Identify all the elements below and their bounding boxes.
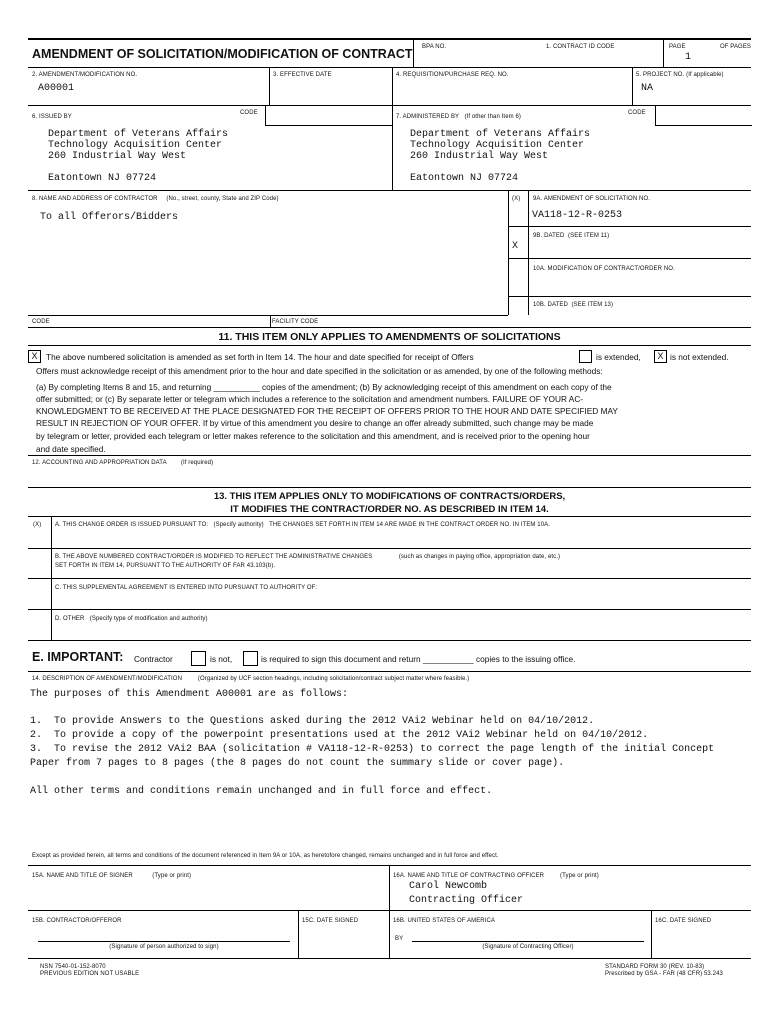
- rule: [28, 640, 751, 641]
- footer-nsn: NSN 7540-01-152-8070: [40, 964, 106, 970]
- amendment-no-label: 2. AMENDMENT/MODIFICATION NO.: [32, 72, 138, 78]
- contract-id-code-label: 1. CONTRACT ID CODE: [546, 44, 615, 50]
- footer-previous: PREVIOUS EDITION NOT USABLE: [40, 971, 140, 977]
- page-label: PAGE: [669, 44, 686, 50]
- administered-by-line-2: Technology Acquisition Center: [410, 140, 585, 151]
- divider: [269, 67, 270, 105]
- item11-text-5: RESULT IN REJECTION OF YOUR OFFER. If by virtue of this amendment you desire to change an offer already submitted, such change may be made: [36, 418, 594, 428]
- extended-checkbox[interactable]: [579, 350, 592, 363]
- important-label: E. IMPORTANT:: [32, 650, 124, 664]
- dated-10b-label: 10B. DATED (SEE ITEM 13): [533, 302, 614, 308]
- amendment-9a-value: VA118-12-R-0253: [532, 210, 623, 221]
- item11-heading: 11. THIS ITEM ONLY APPLIES TO AMENDMENTS OF SOLICITATIONS: [218, 331, 561, 343]
- is-extended-label: is extended,: [596, 352, 641, 362]
- item11-line1: The above numbered solicitation is amended as set forth in Item 14. The hour and date specified for receipt of Offers: [46, 352, 474, 362]
- divider: [651, 910, 652, 958]
- item14-line-8: All other terms and conditions remain unchanged and in full force and effect.: [30, 786, 493, 797]
- contractor-value: To all Offerors/Bidders: [40, 212, 179, 223]
- rule: [28, 455, 751, 456]
- issued-by-line-2: Technology Acquisition Center: [48, 140, 223, 151]
- is-not-extended-label: is not extended.: [670, 352, 729, 362]
- rule: [28, 548, 751, 549]
- is-not-label: is not,: [210, 654, 233, 664]
- item14-line-6: Paper from 7 pages to 8 pages (the 8 pages do not count the summary slide or cover page).: [30, 758, 565, 769]
- code2-box: [655, 105, 752, 126]
- dated-9b-label: 9B. DATED (SEE ITEM 11): [533, 233, 610, 239]
- item13-a: A. THIS CHANGE ORDER IS ISSUED PURSUANT TO: (Specify authority) THE CHANGES SET FORTH IN ITEM 14 ARE MADE IN THE CONTRACT ORDER NO. IN ITEM 10A.: [55, 522, 551, 528]
- item11-text-3: offer submitted; or (c) By separate letter or telegram which includes a reference to the solicitation and amendment numbers. FAILURE OF YOUR AC-: [36, 394, 584, 404]
- divider: [663, 38, 664, 67]
- requisition-label: 4. REQUISITION/PURCHASE REQ. NO.: [396, 72, 509, 78]
- rule: [508, 226, 751, 227]
- item14-line-1: The purposes of this Amendment A00001 are as follows:: [30, 689, 349, 700]
- rule: [28, 958, 751, 959]
- item11-text-1: Offers must acknowledge receipt of this amendment prior to the hour and date specified in the solicitation or as amended, by one of the following methods:: [36, 366, 603, 376]
- footer-sf: STANDARD FORM 30 (REV. 10-83): [605, 964, 705, 970]
- item11-text-6: by telegram or letter, provided each telegram or letter makes reference to the solicitation and this amendment, and is received prior to the opening hour: [36, 431, 590, 441]
- is-required-label: is required to sign this document and return ___________ copies to the issuing office.: [261, 654, 576, 664]
- x-mark-9b: X: [512, 241, 519, 252]
- officer-16a-label: 16A. NAME AND TITLE OF CONTRACTING OFFICER (Type or print): [393, 873, 599, 879]
- of-pages-label: OF PAGES: [720, 44, 752, 50]
- form-title: AMENDMENT OF SOLICITATION/MODIFICATION OF CONTRACT: [32, 47, 413, 61]
- is-required-checkbox[interactable]: [243, 651, 258, 666]
- code2-label: CODE: [628, 110, 646, 116]
- item13-x-header: (X): [33, 522, 42, 528]
- rule: [28, 910, 751, 911]
- issued-by-label: 6. ISSUED BY: [32, 114, 72, 120]
- item11-text-7: and date specified.: [36, 444, 106, 454]
- facility-code-label: FACILITY CODE: [272, 319, 319, 325]
- usa-16b-label: 16B. UNITED STATES OF AMERICA: [393, 918, 496, 924]
- issued-by-line-1: Department of Veterans Affairs: [48, 129, 229, 140]
- rule: [28, 609, 751, 610]
- item14-label: 14. DESCRIPTION OF AMENDMENT/MODIFICATION (Organized by UCF section headings, including solicitation/contract subject matter where feasible.): [32, 676, 470, 682]
- divider: [270, 315, 271, 327]
- top-rule: [28, 38, 751, 40]
- administered-by-line-1: Department of Veterans Affairs: [410, 129, 591, 140]
- is-not-checkbox[interactable]: [191, 651, 206, 666]
- item14-line-4: 2. To provide a copy of the powerpoint presentations used at the 2012 VAi2 Webinar held on 04/10/2012.: [30, 730, 649, 741]
- sig-officer-note: (Signature of Contracting Officer): [482, 944, 574, 950]
- rule: [28, 516, 751, 517]
- rule: [508, 258, 751, 259]
- item11-text-4: KNOWLEDGMENT TO BE RECEIVED AT THE PLACE DESIGNATED FOR THE RECEIPT OF OFFERS PRIOR TO THE HOUR AND DATE SPECIFIED MAY: [36, 406, 618, 416]
- amendment-9a-label: 9A. AMENDMENT OF SOLICITATION NO.: [533, 196, 650, 202]
- officer-title: Contracting Officer: [409, 895, 524, 906]
- item12-label: 12. ACCOUNTING AND APPROPRIATION DATA (If required): [32, 460, 214, 466]
- issued-by-line-3: 260 Industrial Way West: [48, 151, 187, 162]
- x-header: (X): [512, 196, 521, 202]
- signer-15a-label: 15A. NAME AND TITLE OF SIGNER (Type or print): [32, 873, 192, 879]
- item13-c: C. THIS SUPPLEMENTAL AGREEMENT IS ENTERED INTO PURSUANT TO AUTHORITY OF:: [55, 585, 318, 591]
- issued-by-city: Eatontown NJ 07724: [48, 173, 157, 184]
- item14-line-3: 1. To provide Answers to the Questions asked during the 2012 VAi2 Webinar held on 04/10/2012.: [30, 716, 595, 727]
- item11-text-2: (a) By completing Items 8 and 15, and returning __________ copies of the amendment; (b) By acknowledging receipt of this amendment on each copy of the: [36, 382, 612, 392]
- sig-person-note: (Signature of person authorized to sign): [109, 944, 219, 950]
- rule: [28, 487, 751, 488]
- contractor-15b-label: 15B. CONTRACTOR/OFFEROR: [32, 918, 122, 924]
- divider: [392, 67, 393, 105]
- administered-by-line-3: 260 Industrial Way West: [410, 151, 549, 162]
- rule: [28, 315, 508, 316]
- divider: [392, 105, 393, 190]
- date-16c-label: 16C. DATE SIGNED: [655, 918, 712, 924]
- project-no-value: NA: [641, 83, 654, 94]
- rule: [28, 190, 751, 191]
- code-row-label: CODE: [32, 319, 50, 325]
- amendment-no-value: A00001: [38, 83, 75, 94]
- code-label: CODE: [240, 110, 258, 116]
- contractor-word: Contractor: [134, 654, 173, 664]
- item13-heading-2: IT MODIFIES THE CONTRACT/ORDER NO. AS DESCRIBED IN ITEM 14.: [230, 504, 549, 515]
- item14-line-5: 3. To revise the 2012 VAi2 BAA (solicitation # VA118-12-R-0253) to correct the page length of the initial Concept: [30, 744, 715, 755]
- code-box: [265, 105, 393, 126]
- except-text: Except as provided herein, all terms and conditions of the document referenced in Item 9A or 10A, as heretofore changed, remains unchanged and in full force and effect.: [32, 853, 499, 859]
- project-no-label: 5. PROJECT NO. (If applicable): [636, 72, 724, 78]
- date-15c-label: 15C. DATE SIGNED: [302, 918, 359, 924]
- rule: [28, 345, 751, 346]
- officer-name: Carol Newcomb: [409, 881, 488, 892]
- divider: [632, 67, 633, 105]
- item13-b-line2: SET FORTH IN ITEM 14, PURSUANT TO THE AUTHORITY OF FAR 43.103(b).: [55, 563, 276, 569]
- item11-checkbox[interactable]: X: [28, 350, 41, 363]
- footer-prescribed: Prescribed by GSA - FAR (48 CFR) 53.243: [605, 971, 723, 977]
- mod-10a-label: 10A. MODIFICATION OF CONTRACT/ORDER NO.: [533, 266, 675, 272]
- effective-date-label: 3. EFFECTIVE DATE: [273, 72, 332, 78]
- item13-heading-1: 13. THIS ITEM APPLIES ONLY TO MODIFICATIONS OF CONTRACTS/ORDERS,: [213, 491, 566, 502]
- administered-by-label: 7. ADMINISTERED BY (If other than Item 6): [396, 114, 522, 120]
- item13-b-line1: B. THE ABOVE NUMBERED CONTRACT/ORDER IS MODIFIED TO REFLECT THE ADMINISTRATIVE CHANGES (such as changes in paying office, appropriation date, etc.): [55, 554, 561, 560]
- divider: [389, 865, 390, 958]
- by-label: BY: [395, 936, 404, 942]
- page-value: 1: [685, 52, 692, 63]
- officer-signature-line[interactable]: [412, 941, 644, 942]
- rule: [28, 671, 751, 672]
- item13-d: D. OTHER (Specify type of modification and authority): [55, 616, 208, 622]
- rule: [28, 578, 751, 579]
- bpa-no-label: BPA NO.: [422, 44, 447, 50]
- divider: [298, 910, 299, 958]
- rule: [508, 296, 751, 297]
- divider: [413, 38, 414, 67]
- administered-by-city: Eatontown NJ 07724: [410, 173, 519, 184]
- rule: [28, 67, 751, 68]
- rule: [28, 327, 751, 328]
- contractor-signature-line[interactable]: [38, 941, 290, 942]
- not-extended-checkbox[interactable]: X: [654, 350, 667, 363]
- contractor-label: 8. NAME AND ADDRESS OF CONTRACTOR (No., street, county, State and ZIP Code): [32, 196, 279, 202]
